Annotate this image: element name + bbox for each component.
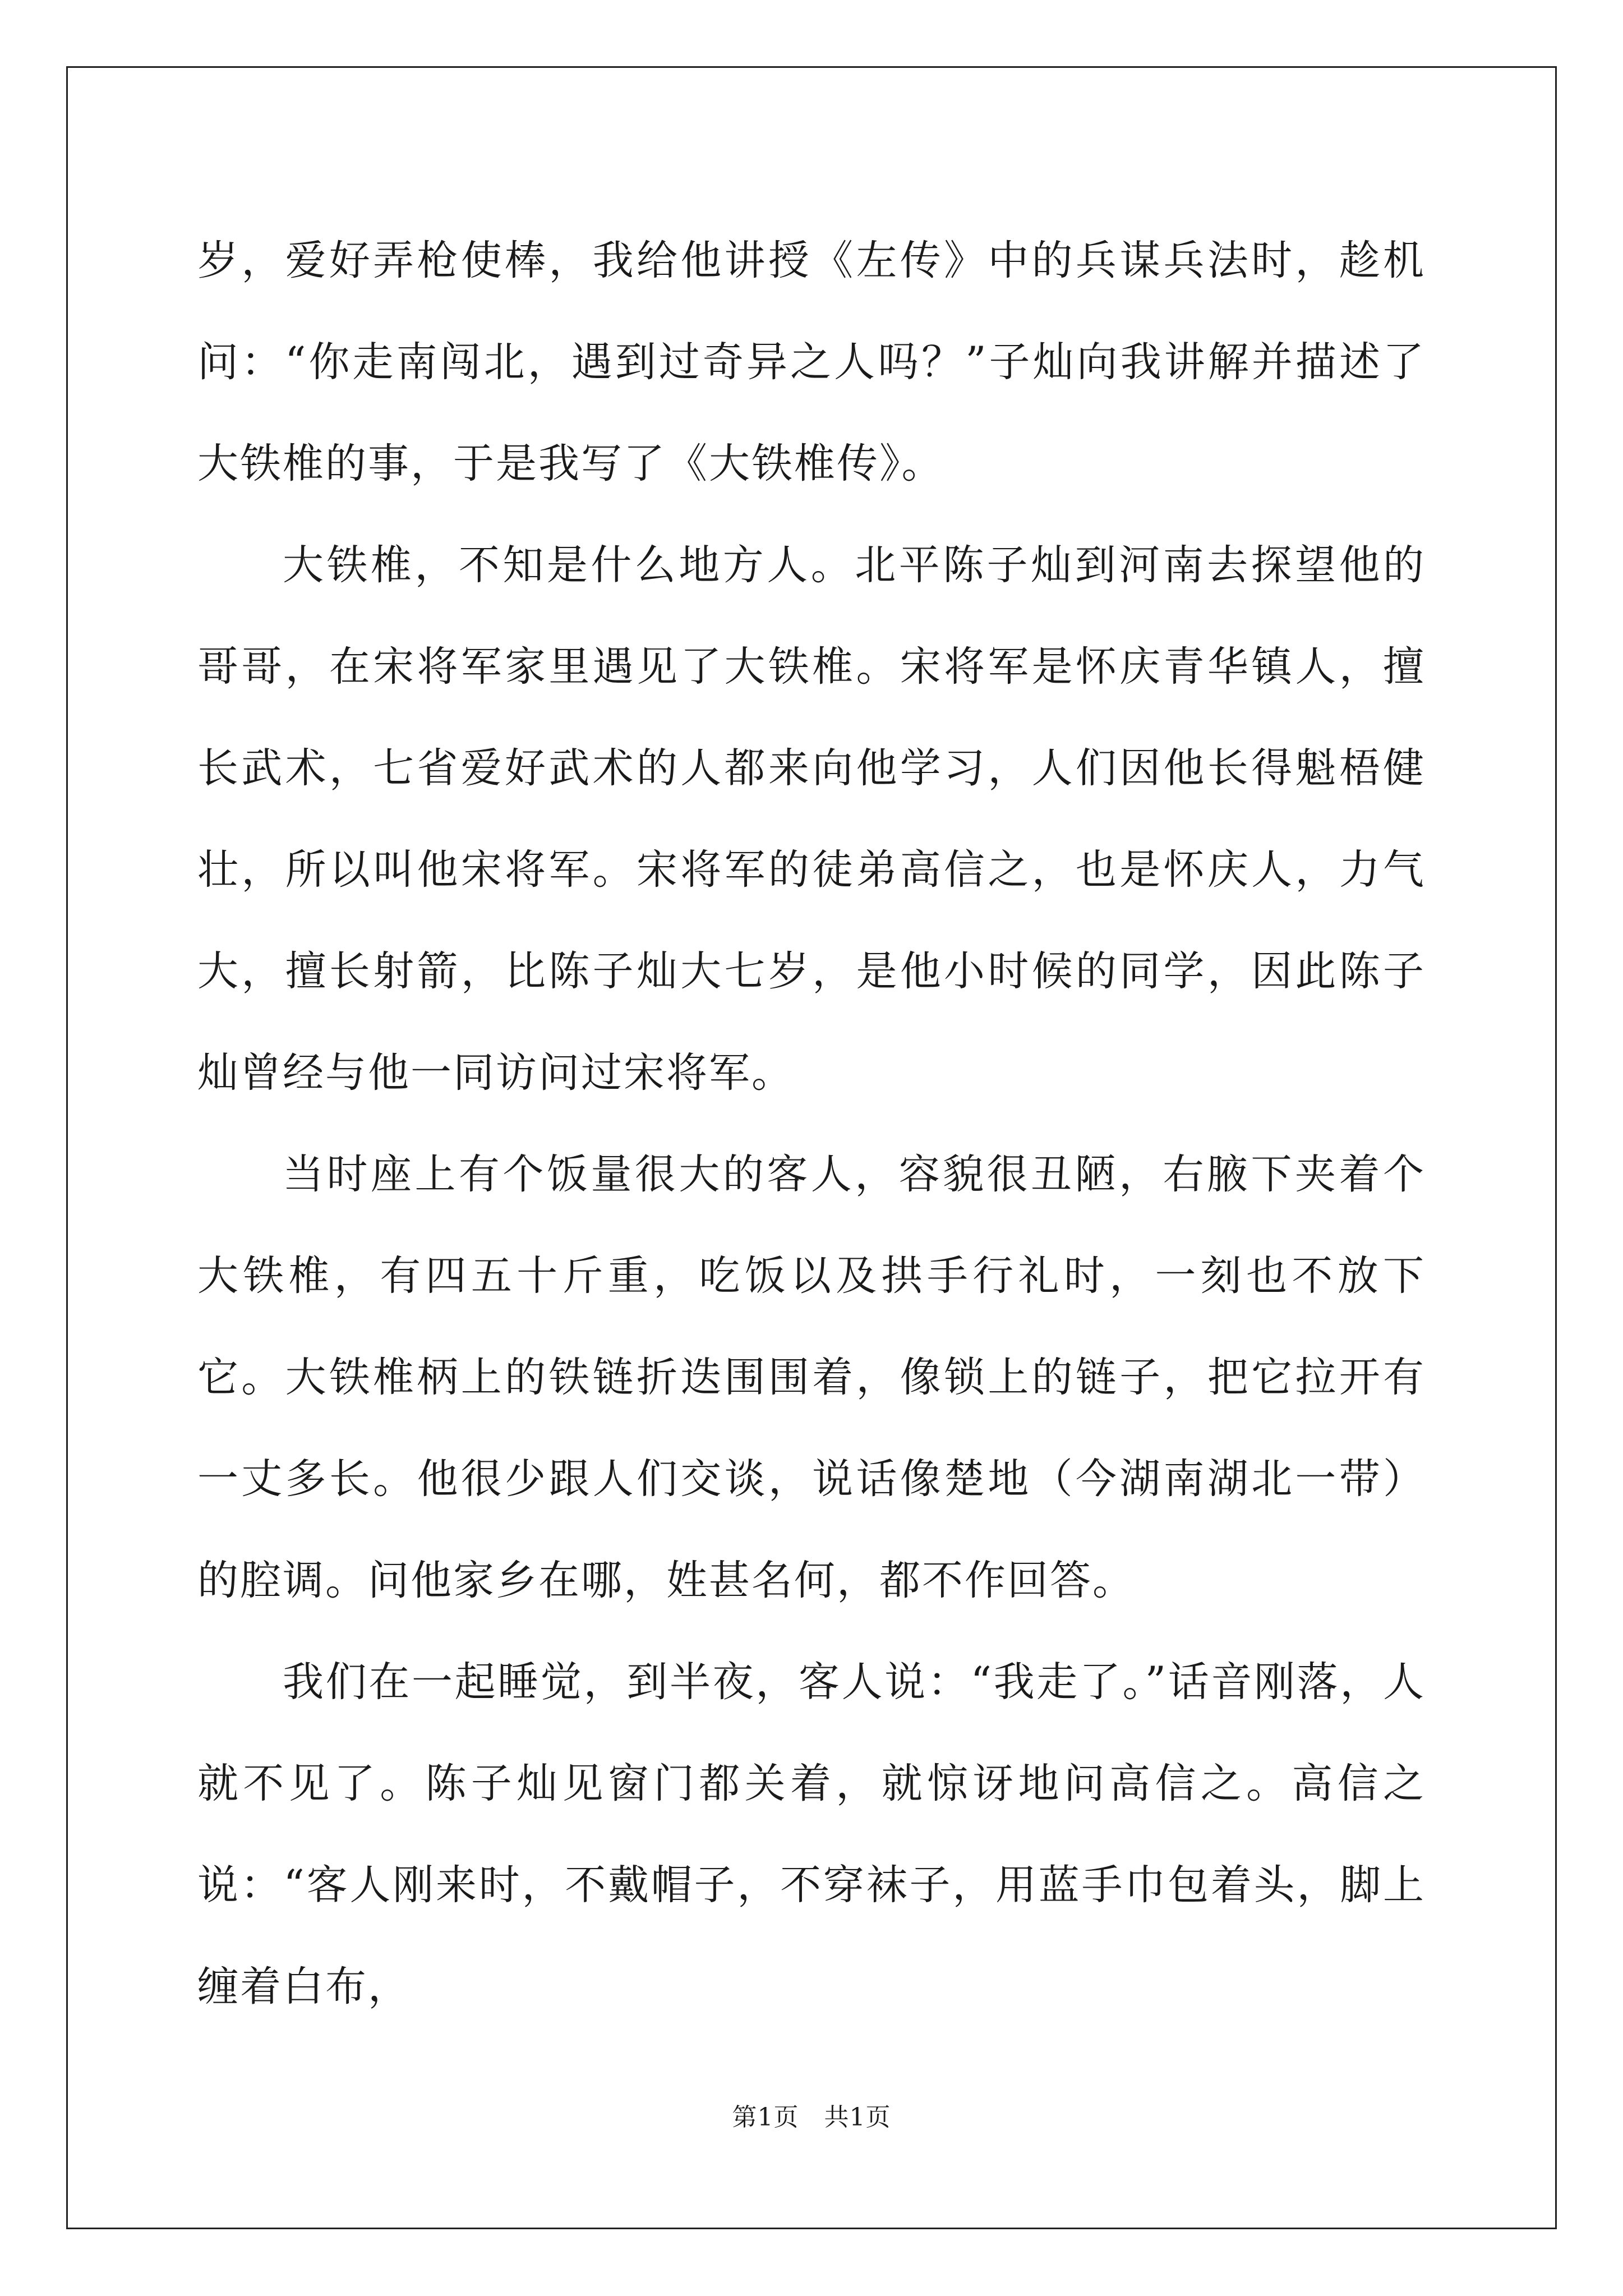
paragraph-4: 我们在一起睡觉，到半夜，客人说：“我走了。”话音刚落，人就不见了。陈子灿见窗门都关着，就惊讶地问高信之。高信之说：“客人刚来时，不戴帽子，不穿袜子，用蓝手巾包着头，脚上缠着白布， <box>197 1658 1426 2010</box>
page-total: 共1页 <box>824 2103 891 2132</box>
page-footer <box>0 2097 1623 2133</box>
paragraph-2: 大铁椎，不知是什么地方人。北平陈子灿到河南去探望他的哥哥，在宋将军家里遇见了大铁椎。宋将军是怀庆青华镇人，擅长武术，七省爱好武术的人都来向他学习，人们因他长得魁梧健壮，所以叫他宋将军。宋将军的徒弟高信之，也是怀庆人，力气大，擅长射箭，比陈子灿大七岁，是他小时候的同学，因此陈子灿曾经与他一同访问过宋将军。 <box>197 541 1426 1097</box>
page-number: 第1页 <box>732 2103 799 2132</box>
paragraph-1: 岁，爱好弄枪使棒，我给他讲授《左传》中的兵谋兵法时，趁机问：“你走南闯北，遇到过奇异之人吗？”子灿向我讲解并描述了大铁椎的事，于是我写了《大铁椎传》。 <box>197 237 1426 487</box>
paragraph-3: 当时座上有个饭量很大的客人，容貌很丑陋，右腋下夹着个大铁椎，有四五十斤重，吃饭以及拱手行礼时，一刻也不放下它。大铁椎柄上的铁链折迭围围着，像锁上的链子，把它拉开有一丈多长。他很少跟人们交谈，说话像楚地（今湖南湖北一带）的腔调。问他家乡在哪，姓甚名何，都不作回答。 <box>197 1151 1426 1604</box>
document-body <box>197 210 1426 2037</box>
